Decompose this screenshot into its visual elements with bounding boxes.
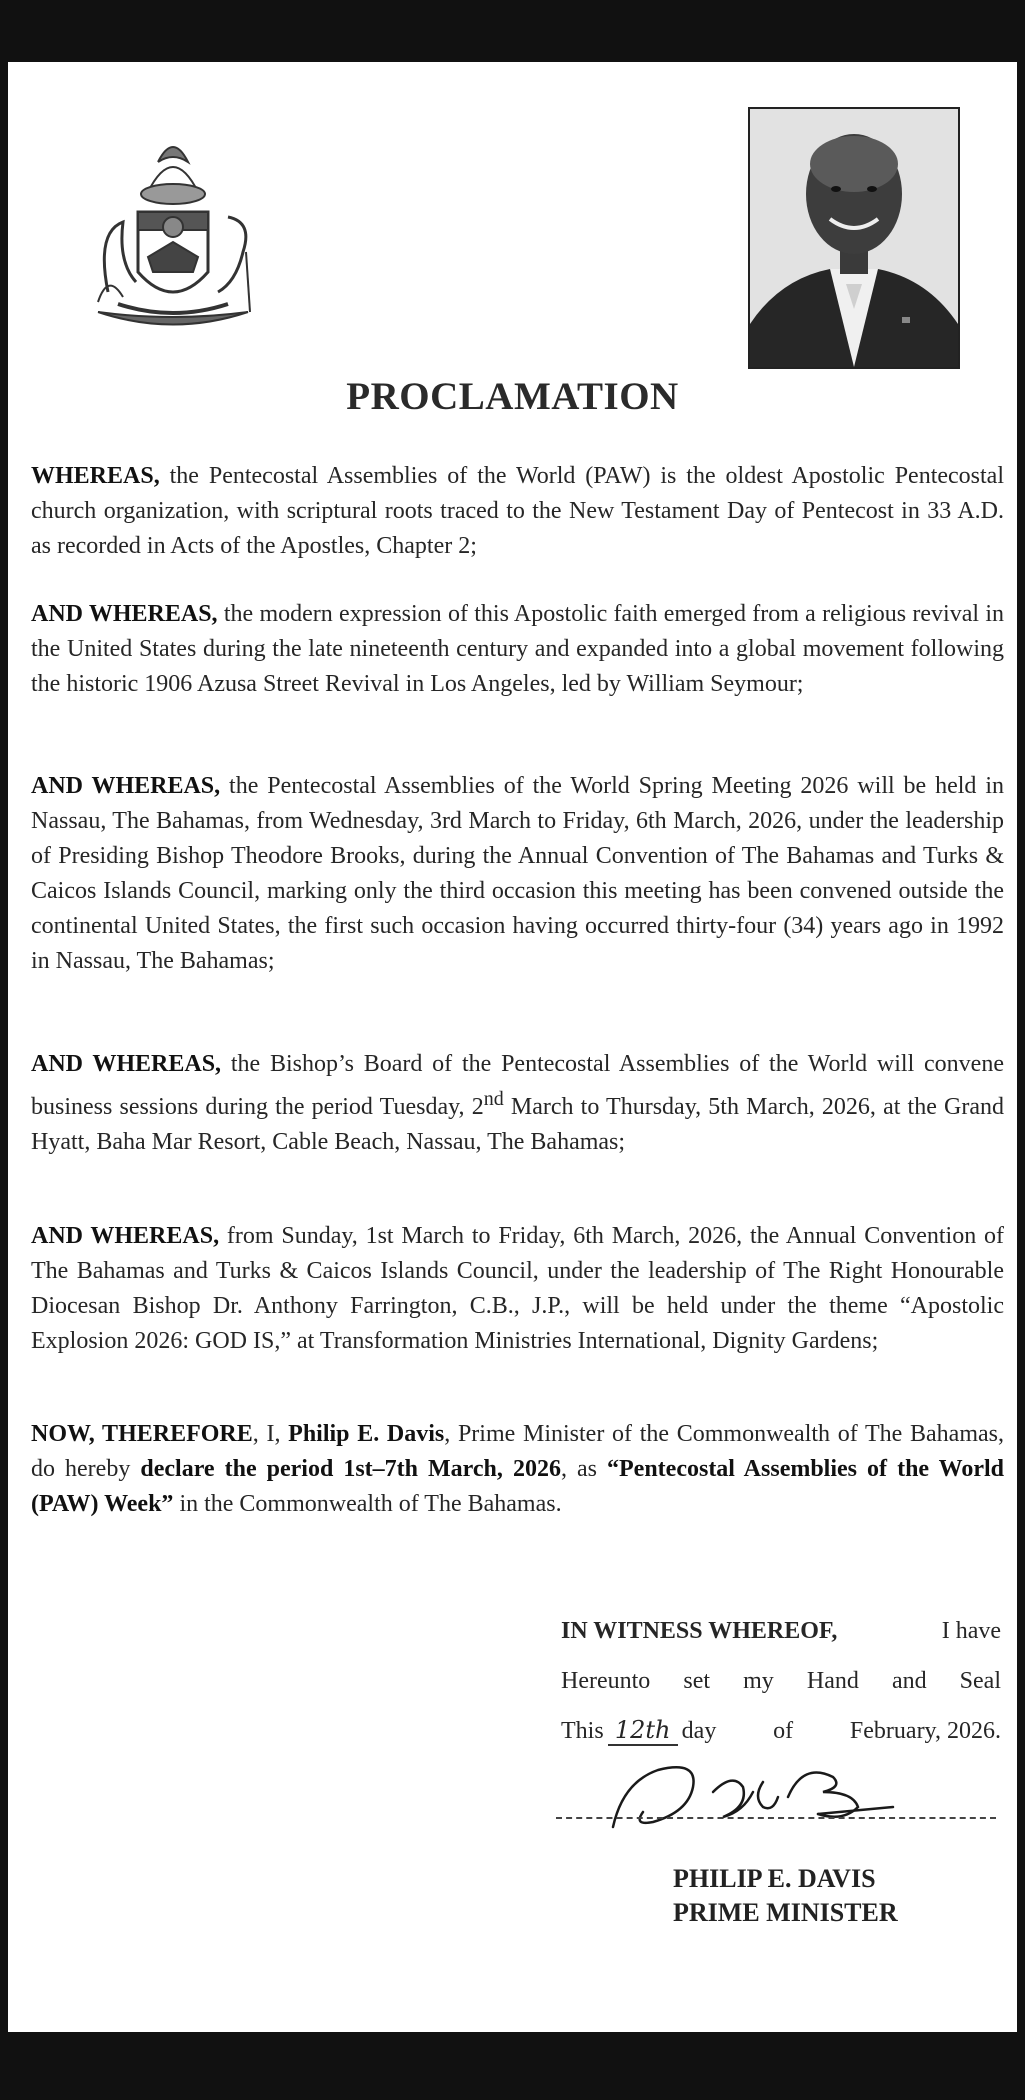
whereas-paragraph-5: [31, 1219, 1004, 1359]
paragraph-text: the modern expression of this Apostolic faith emerged from a religious revival in the United States during the late nineteenth century and expanded into a global movement following the historic 1906 Azusa Street Revival in Los Angeles, led by William Seymour;: [31, 601, 1004, 697]
paragraph-lead: WHEREAS,: [31, 463, 160, 489]
paragraph-lead: NOW, THEREFORE: [31, 1421, 253, 1447]
page-title: PROCLAMATION: [346, 375, 679, 418]
paragraph-lead: AND WHEREAS,: [31, 601, 218, 627]
witness-word: set: [683, 1668, 711, 1694]
paragraph-text: from Sunday, 1st March to Friday, 6th March, 2026, the Annual Convention of The Bahamas and Turks & Caicos Islands Council, under the leadership of The Right Honourable Diocesan Bishop Dr. Anthony Farrington, C.B., J.P., will be held under the theme “Apostolic Explosion 2026: GOD IS,” at Transformation Ministries International, Dignity Gardens;: [31, 1223, 1005, 1354]
witness-word: This: [561, 1718, 604, 1744]
signer-block: [673, 1862, 898, 1930]
witness-word: day: [681, 1718, 717, 1744]
paragraph-text: the Bishop’s Board of the Pentecostal Assemblies of the World will convene business sessions during the period Tuesday, 2: [31, 1051, 1004, 1120]
handwritten-signature-icon: [603, 1752, 903, 1842]
prime-minister-portrait-icon: [748, 107, 960, 369]
signer-name: PHILIP E. DAVIS: [673, 1864, 876, 1893]
witness-word: my: [743, 1668, 774, 1694]
signer-title: PRIME MINISTER: [673, 1898, 898, 1927]
handwritten-day: 12th: [608, 1716, 678, 1746]
paragraph-text: in the Commonwealth of The Bahamas.: [173, 1491, 562, 1517]
signature-line: [556, 1817, 996, 1819]
witness-word: Hereunto: [561, 1668, 651, 1694]
declared-week-name: “Pentecostal Assemblies of the World (PAW) Week”: [31, 1456, 1005, 1517]
paragraph-lead: AND WHEREAS,: [31, 1051, 222, 1077]
witness-line-2: [561, 1656, 1001, 1706]
declaration-paragraph: [31, 1417, 1004, 1522]
paragraph-lead: AND WHEREAS,: [31, 773, 221, 799]
declared-period: declare the period 1st–7th March, 2026: [140, 1456, 561, 1482]
witness-text: I have: [941, 1618, 1001, 1644]
bahamas-coat-of-arms-icon: [78, 122, 268, 342]
paragraph-lead: AND WHEREAS,: [31, 1223, 220, 1249]
paragraph-text: , Prime Minister of the Commonwealth of The Bahamas, do hereby: [31, 1421, 1004, 1482]
witness-line-3: [561, 1706, 1001, 1756]
ordinal-suffix: nd: [483, 1088, 504, 1110]
witness-word: and: [891, 1668, 927, 1694]
paragraph-text: March to Thursday, 5th March, 2026, at the Grand Hyatt, Baha Mar Resort, Cable Beach, Nassau, The Bahamas;: [31, 1094, 1004, 1155]
witness-date: February, 2026.: [849, 1718, 1001, 1744]
paragraph-text: the Pentecostal Assemblies of the World (PAW) is the oldest Apostolic Pentecostal church organization, with scriptural roots traced to the New Testament Day of Pentecost in 33 A.D. as recorded in Acts of the Apostles, Chapter 2;: [31, 463, 1004, 559]
paragraph-text: , as: [560, 1456, 608, 1482]
witness-word: of: [773, 1718, 794, 1744]
whereas-paragraph-3: [31, 769, 1004, 979]
witness-block: [561, 1606, 1001, 1756]
witness-line-1: [561, 1606, 1001, 1656]
witness-word: Seal: [959, 1668, 1001, 1694]
whereas-paragraph-1: [31, 459, 1004, 564]
paragraph-text: , I,: [252, 1421, 289, 1447]
whereas-paragraph-4: [31, 1047, 1004, 1160]
witness-word: Hand: [806, 1668, 859, 1694]
proclamation-page: [8, 62, 1017, 2032]
signer-name-inline: Philip E. Davis: [288, 1421, 445, 1447]
paragraph-text: the Pentecostal Assemblies of the World Spring Meeting 2026 will be held in Nassau, The Bahamas, from Wednesday, 3rd March to Friday, 6th March, 2026, under the leadership of Presiding Bishop Theodore Brooks, during the Annual Convention of The Bahamas and Turks & Caicos Islands Council, marking only the third occasion this meeting has been convened outside the continental United States, the first such occasion having occurred thirty-four (34) years ago in 1992 in Nassau, The Bahamas;: [31, 773, 1004, 974]
whereas-paragraph-2: [31, 597, 1004, 702]
witness-lead: IN WITNESS WHEREOF,: [561, 1618, 838, 1644]
